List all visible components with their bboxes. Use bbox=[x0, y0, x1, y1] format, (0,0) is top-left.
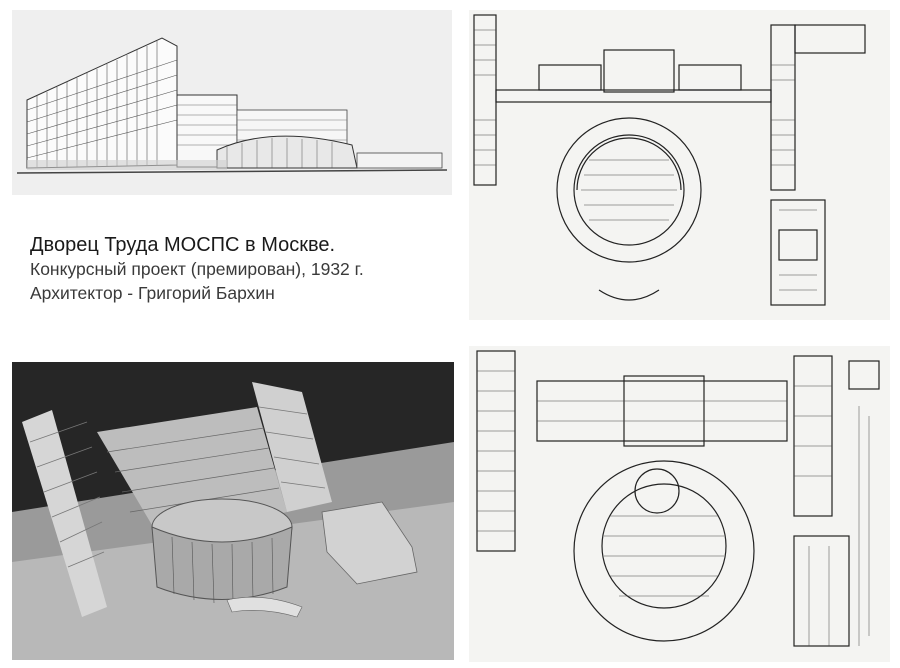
floor-plan-lower bbox=[469, 346, 890, 662]
caption-subtitle: Конкурсный проект (премирован), 1932 г. bbox=[30, 259, 364, 279]
caption bbox=[30, 233, 450, 305]
floor-plan-upper bbox=[469, 10, 890, 320]
caption-title: Дворец Труда МОСПС в Москве. bbox=[30, 234, 336, 256]
model-photograph bbox=[12, 362, 454, 660]
perspective-drawing bbox=[12, 10, 452, 195]
caption-architect: Архитектор - Григорий Бархин bbox=[30, 283, 275, 303]
